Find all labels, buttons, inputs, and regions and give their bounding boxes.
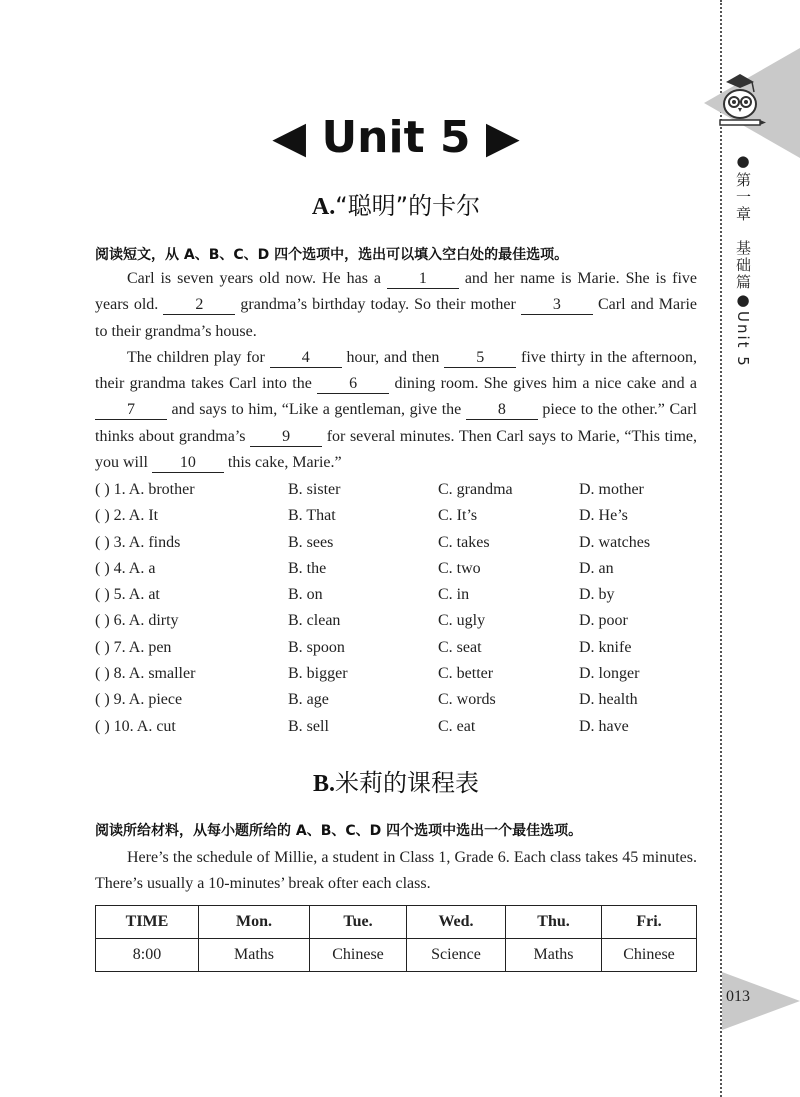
section-a-title-text: “聪明”的卡尔 (335, 192, 481, 220)
option-c[interactable]: C. grandma (438, 481, 513, 498)
owl-mascot-icon (712, 70, 768, 134)
header-fri: Fri. (602, 906, 697, 939)
passage-paragraph-2 (95, 345, 697, 476)
cell-mon: Maths (199, 939, 310, 972)
option-b[interactable]: B. bigger (288, 665, 348, 683)
passage-text: Carl and Marie to their grandma’s house. (95, 296, 698, 340)
option-b[interactable]: B. age (288, 691, 329, 709)
option-b[interactable]: B. spoon (288, 638, 345, 656)
blank-9[interactable]: 9 (250, 428, 322, 447)
blank-10[interactable]: 10 (152, 454, 224, 473)
option-c[interactable]: C. better (438, 665, 494, 683)
option-row (95, 635, 697, 661)
option-row (95, 582, 697, 608)
option-number[interactable]: ( ) 2. A. It (95, 507, 159, 525)
option-row (95, 556, 697, 582)
option-row (95, 477, 697, 503)
unit-title: ◀ Unit 5 ▶ (272, 112, 520, 163)
option-row (95, 661, 697, 687)
option-d[interactable]: D. watches (579, 533, 651, 551)
option-number[interactable]: ( ) 1. A. brother (95, 481, 195, 498)
passage-text: for several minutes. Then Carl says to Marie, “This time, you will (95, 427, 698, 472)
section-a-title (95, 186, 697, 221)
passage-text: dining room. She gives him a nice cake and a (389, 375, 697, 393)
option-d[interactable]: D. He’s (579, 507, 628, 525)
options-list (95, 477, 697, 740)
section-b-title-text: 米莉的课程表 (335, 769, 479, 797)
option-d[interactable]: D. knife (579, 638, 632, 656)
option-number[interactable]: ( ) 6. A. dirty (95, 612, 179, 630)
blank-6[interactable]: 6 (317, 375, 389, 394)
option-d[interactable]: D. by (579, 586, 615, 604)
passage-text: Carl is seven years old now. He has a (127, 270, 387, 287)
option-c[interactable]: C. ugly (438, 612, 486, 630)
passage-text: hour, and then (341, 348, 445, 366)
header-tue: Tue. (310, 906, 407, 939)
option-d[interactable]: D. poor (579, 612, 628, 630)
passage-paragraph-1 (95, 266, 697, 345)
section-b-letter: B. (312, 771, 335, 797)
cell-time: 8:00 (96, 939, 199, 972)
header-time: TIME (96, 906, 199, 939)
schedule-header-row (96, 906, 697, 939)
header-wed: Wed. (407, 906, 506, 939)
cell-fri: Chinese (602, 939, 697, 972)
option-row (95, 687, 697, 713)
option-b[interactable]: B. That (288, 507, 336, 525)
option-c[interactable]: C. two (438, 559, 481, 577)
option-d[interactable]: D. have (579, 717, 629, 735)
option-number[interactable]: ( ) 5. A. at (95, 586, 160, 604)
cell-wed: Science (407, 939, 506, 972)
section-b-title (95, 763, 697, 798)
header-thu: Thu. (506, 906, 602, 939)
passage-text: and says to him, “Like a gentleman, give the (167, 401, 466, 419)
section-b-passage (95, 845, 697, 898)
option-b[interactable]: B. sees (288, 533, 334, 551)
option-number[interactable]: ( ) 9. A. piece (95, 691, 183, 709)
option-c[interactable]: C. in (438, 586, 470, 604)
schedule-row (96, 939, 697, 972)
passage (95, 266, 697, 476)
option-number[interactable]: ( ) 3. A. finds (95, 533, 181, 551)
option-row (95, 503, 697, 529)
blank-7[interactable]: 7 (95, 401, 167, 420)
chapter-label: ●第一章 基础篇●Unit 5 (734, 152, 752, 368)
section-b-instruction: 阅读所给材料，从每小题所给的 A、B、C、D 四个选项中选出一个最佳选项。 (95, 823, 583, 839)
option-b[interactable]: B. sister (288, 481, 341, 498)
option-row (95, 608, 697, 634)
option-c[interactable]: C. words (438, 691, 496, 709)
option-b[interactable]: B. clean (288, 612, 341, 630)
passage-text: The children play for (127, 348, 270, 366)
option-number[interactable]: ( ) 8. A. smaller (95, 665, 196, 683)
section-b-paragraph: Here’s the schedule of Millie, a student in Class 1, Grade 6. Each class takes 45 minutes. There’s usually a 10-minutes’ break ofter each class. (95, 849, 697, 893)
blank-4[interactable]: 4 (270, 349, 342, 368)
option-c[interactable]: C. It’s (438, 507, 478, 525)
option-c[interactable]: C. eat (438, 717, 476, 735)
blank-2[interactable]: 2 (163, 296, 235, 315)
blank-3[interactable]: 3 (521, 296, 593, 315)
blank-8[interactable]: 8 (466, 401, 538, 420)
passage-text: this cake, Marie.” (223, 454, 342, 472)
option-number[interactable]: ( ) 4. A. a (95, 559, 156, 577)
cell-thu: Maths (506, 939, 602, 972)
schedule-table (95, 905, 697, 972)
passage-text: and her name is Marie. She is five years old. (95, 270, 697, 314)
option-d[interactable]: D. an (579, 559, 614, 577)
passage-text: piece to the other.” Carl thinks about grandma’s (95, 401, 697, 445)
option-c[interactable]: C. takes (438, 533, 490, 551)
section-a-letter: A. (311, 194, 336, 220)
page-number: 013 (726, 988, 750, 1005)
blank-5[interactable]: 5 (444, 349, 516, 368)
blank-1[interactable]: 1 (387, 270, 459, 289)
passage-text: five thirty in the afternoon, their grandma takes Carl into the (95, 348, 698, 393)
option-c[interactable]: C. seat (438, 638, 482, 656)
passage-text: grandma’s birthday today. So their mother (235, 296, 521, 314)
option-d[interactable]: D. mother (579, 481, 644, 498)
cell-tue: Chinese (310, 939, 407, 972)
option-d[interactable]: D. longer (579, 665, 640, 683)
header-mon: Mon. (199, 906, 310, 939)
option-d[interactable]: D. health (579, 691, 638, 709)
dotted-cut-line (720, 0, 722, 1097)
section-a-instruction: 阅读短文，从 A、B、C、D 四个选项中，选出可以填入空白处的最佳选项。 (95, 247, 569, 263)
option-row (95, 530, 697, 556)
option-b[interactable]: B. sell (288, 717, 329, 735)
option-b[interactable]: B. the (288, 559, 327, 577)
option-number[interactable]: ( ) 7. A. pen (95, 638, 172, 656)
option-number[interactable]: ( ) 10. A. cut (95, 717, 176, 735)
option-b[interactable]: B. on (288, 586, 323, 604)
option-row (95, 714, 697, 740)
